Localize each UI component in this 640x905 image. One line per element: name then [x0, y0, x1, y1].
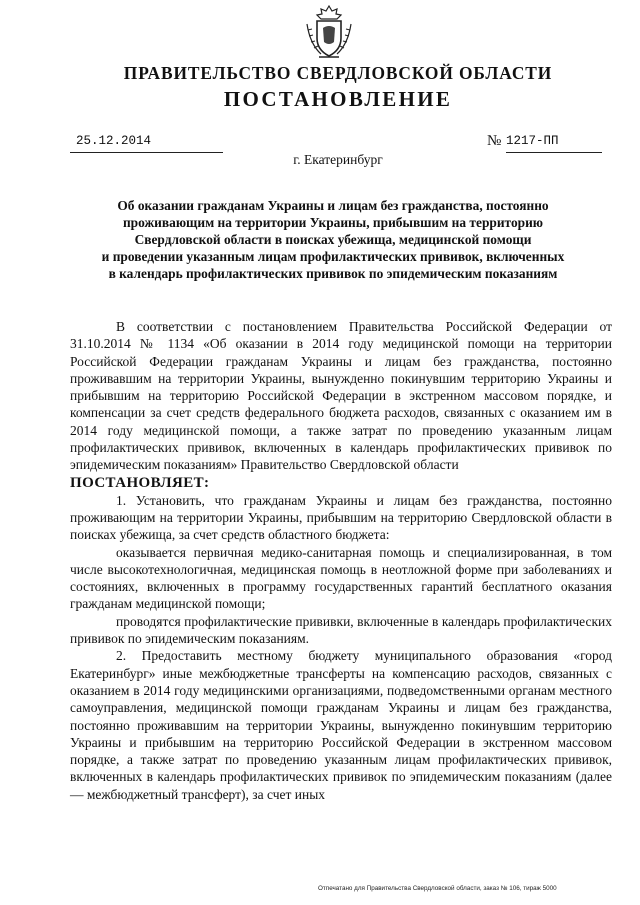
- title-line: в календарь профилактических прививок по эпидемическим показаниям: [108, 266, 558, 281]
- title-line: Свердловской области в поисках убежища, медицинской помощи: [134, 232, 532, 247]
- title-line: и проведении указанным лицам профилактических прививок, включенных: [101, 249, 565, 264]
- date-field: [70, 134, 223, 153]
- document-body: [70, 318, 612, 803]
- city: г. Екатеринбург: [293, 152, 383, 167]
- document-type: ПОСТАНОВЛЕНИЕ: [223, 87, 453, 111]
- title-line: проживающим на территории Украины, прибывшим на территорию: [122, 215, 544, 230]
- document-date: 25.12.2014: [76, 134, 152, 148]
- title-line: Об оказании гражданам Украины и лицам без гражданства, постоянно: [117, 198, 549, 213]
- paragraph-1: 1. Установить, что гражданам Украины и лицам без гражданства, постоянно проживающим на территории Украины, прибывшим на территорию Свердловской области в поисках убежища, за счет средств областного бюджета:: [70, 492, 612, 543]
- document-number: 1217-ПП: [506, 134, 559, 148]
- number-field: [506, 134, 602, 153]
- print-note: Отпечатано для Правительства Свердловской области, заказ № 106, тираж 5000: [318, 885, 557, 892]
- paragraph-2: 2. Предоставить местному бюджету муниципального образования «город Екатеринбург» иные межбюджетные трансферты на компенсацию расходов, связанных с оказанием в 2014 году медицинскими организациями, подведомственными органам местного самоуправления, медицинской помощи гражданам Украины и лицам без гражданства, постоянно проживавшим на территории Украины, вынужденно покинувшим территорию Украины и прибывшим на территорию Российской Федерации в экстренном массовом порядке, а также затрат по проведению указанным лицам профилактических прививок, включенных в календарь профилактических прививок по эпидемическим показаниям (далее — межбюджетный трансферт), за счет иных: [70, 648, 612, 802]
- number-sign: №: [487, 133, 502, 149]
- coat-of-arms-emblem: [301, 4, 357, 60]
- preamble-paragraph: В соответствии с постановлением Правительства Российской Федерации от 31.10.2014 № 1134 «Об оказании в 2014 году медицинской помощи на территории Российской Федерации гражданам Украины и лицам без гражданства, постоянно проживавшим на территории Украины, вынужденно покинувшим территорию Украины и прибывшим на территорию Российской Федерации в экстренном массовом порядке, и компенсации за счет средств федерального бюджета расходов, связанных с оказанием им в 2014 году медицинской помощи, а также затрат по проведению указанным лицам профилактических прививок, включенных в календарь профилактических прививок по эпидемическим показаниям» Правительство Свердловской области: [70, 319, 612, 473]
- document-title: [60, 197, 606, 282]
- paragraph-1b: проводятся профилактические прививки, включенные в календарь профилактических прививок по эпидемическим показаниям.: [70, 613, 612, 647]
- paragraph-1a: оказывается первичная медико-санитарная помощь и специализированная, в том числе высокотехнологичная, медицинская помощь в неотложной форме при заболеваниях и состояниях, включенных в программу государственных гарантий бесплатного оказания гражданам медицинской помощи;: [70, 544, 612, 612]
- decree-heading: ПОСТАНОВЛЯЕТ:: [70, 474, 210, 491]
- agency-name: ПРАВИТЕЛЬСТВО СВЕРДЛОВСКОЙ ОБЛАСТИ: [123, 63, 553, 83]
